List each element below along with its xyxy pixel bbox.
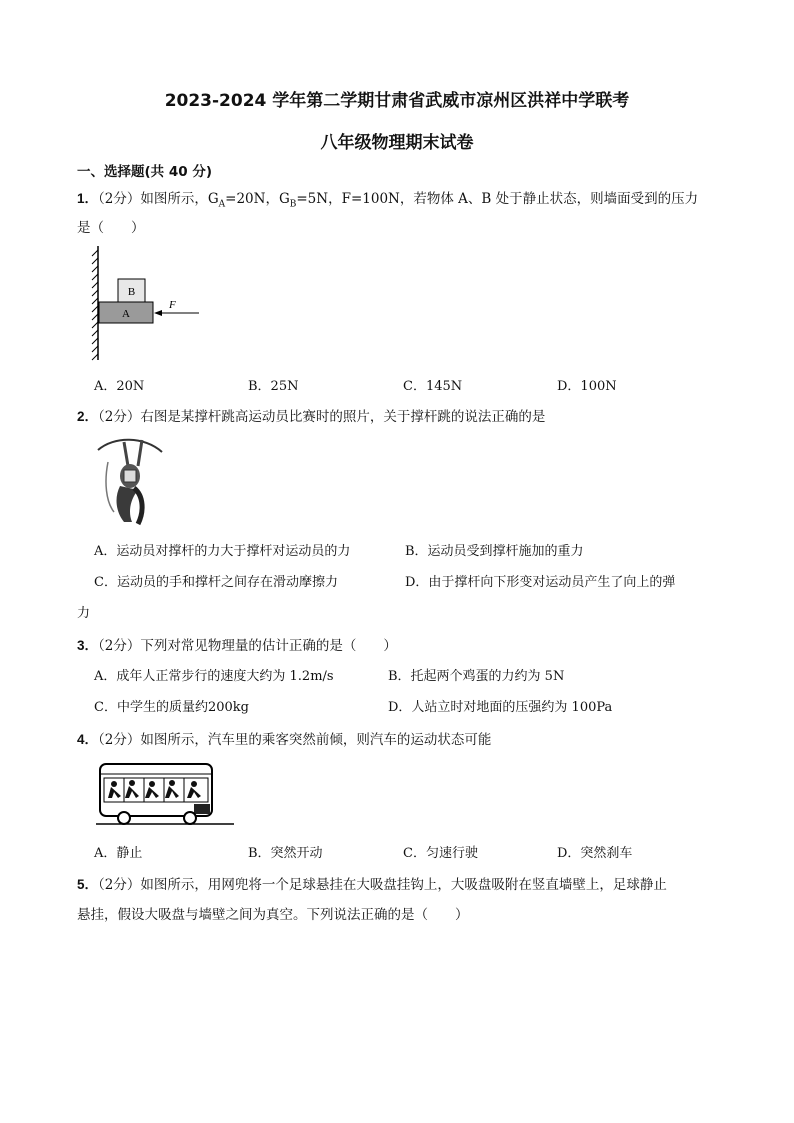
- q1-text-part: =20N，G: [225, 191, 290, 207]
- q1-option-b[interactable]: B．25N: [248, 379, 299, 394]
- question-text: 如图所示，汽车里的乘客突然前倾，则汽车的运动状态可能: [140, 732, 492, 748]
- subscript-b: B: [289, 199, 297, 210]
- question-5-stem-line2: 悬挂，假设大吸盘与墙壁之间为真空。下列说法正确的是（ ）: [77, 907, 469, 923]
- block-b-label: B: [127, 286, 136, 298]
- q4-option-d[interactable]: D．突然刹车: [557, 846, 633, 861]
- question-1-stem-line2: 是（ ）: [77, 220, 145, 236]
- question-points: （2分）: [98, 638, 141, 654]
- q2-option-b[interactable]: B．运动员受到撑杆施加的重力: [405, 544, 584, 559]
- section-heading: 一、选择题(共 40 分): [77, 164, 213, 180]
- question-number: 3．: [77, 638, 99, 653]
- q2-option-c[interactable]: C．运动员的手和撑杆之间存在滑动摩擦力: [94, 575, 338, 590]
- arrow-head-icon: [154, 310, 162, 316]
- question-points: （2分）: [98, 877, 141, 893]
- q4-option-a[interactable]: A．静止: [94, 846, 143, 861]
- question-number: 2．: [77, 409, 99, 424]
- question-points: （2分）: [98, 191, 141, 207]
- question-text: 右图是某撑杆跳高运动员比赛时的照片，关于撑杆跳的说法正确的是: [140, 409, 546, 425]
- q4-option-b[interactable]: B．突然开动: [248, 846, 323, 861]
- question-text: 如图所示，用网兜将一个足球悬挂在大吸盘挂钩上，大吸盘吸附在竖直墙壁上，足球静止: [140, 877, 667, 893]
- q1-text-part: 如图所示，G: [140, 191, 219, 207]
- q1-text-part: =5N，F=100N，若物体 A、B 处于静止状态，则墙面受到的压力: [296, 191, 699, 207]
- force-label: F: [169, 299, 176, 311]
- q2-option-d[interactable]: D．由于撑杆向下形变对运动员产生了向上的弹: [405, 575, 676, 590]
- question-4-stem: [77, 728, 491, 748]
- q1-option-a[interactable]: A．20N: [94, 379, 145, 394]
- block-a-label: A: [122, 308, 130, 320]
- question-number: 5．: [77, 877, 99, 892]
- question-points: （2分）: [98, 732, 141, 748]
- exam-title-line2: 八年级物理期末试卷: [320, 133, 474, 153]
- question-number: 1．: [77, 191, 99, 206]
- q3-option-c[interactable]: C．中学生的质量约200kg: [94, 700, 249, 715]
- pole-vault-photo: [94, 432, 166, 528]
- question-2-stem: [77, 405, 545, 425]
- question-5-stem: [77, 873, 667, 893]
- question-text: 下列对常见物理量的估计正确的是（ ）: [140, 638, 397, 654]
- q2-option-a[interactable]: A．运动员对撑杆的力大于撑杆对运动员的力: [94, 544, 351, 559]
- question-number: 4．: [77, 732, 99, 747]
- q3-option-b[interactable]: B．托起两个鸡蛋的力约为 5N: [388, 669, 565, 684]
- q2-option-d-wrap: 力: [77, 606, 91, 621]
- bus-diagram: [94, 758, 236, 828]
- q3-option-d[interactable]: D．人站立时对地面的压强约为 100Pa: [388, 700, 613, 715]
- subscript-a: A: [218, 199, 226, 210]
- question-1-stem: [77, 187, 698, 210]
- q1-option-d[interactable]: D．100N: [557, 379, 617, 394]
- question-points: （2分）: [98, 409, 141, 425]
- q4-option-c[interactable]: C．匀速行驶: [403, 846, 478, 861]
- wall-block-diagram: [88, 244, 206, 362]
- question-3-stem: [77, 634, 397, 654]
- q3-option-a[interactable]: A．成年人正常步行的速度大约为 1.2m/s: [94, 669, 334, 684]
- q1-option-c[interactable]: C．145N: [403, 379, 463, 394]
- exam-title-line1: 2023-2024 学年第二学期甘肃省武威市凉州区洪祥中学联考: [164, 91, 630, 111]
